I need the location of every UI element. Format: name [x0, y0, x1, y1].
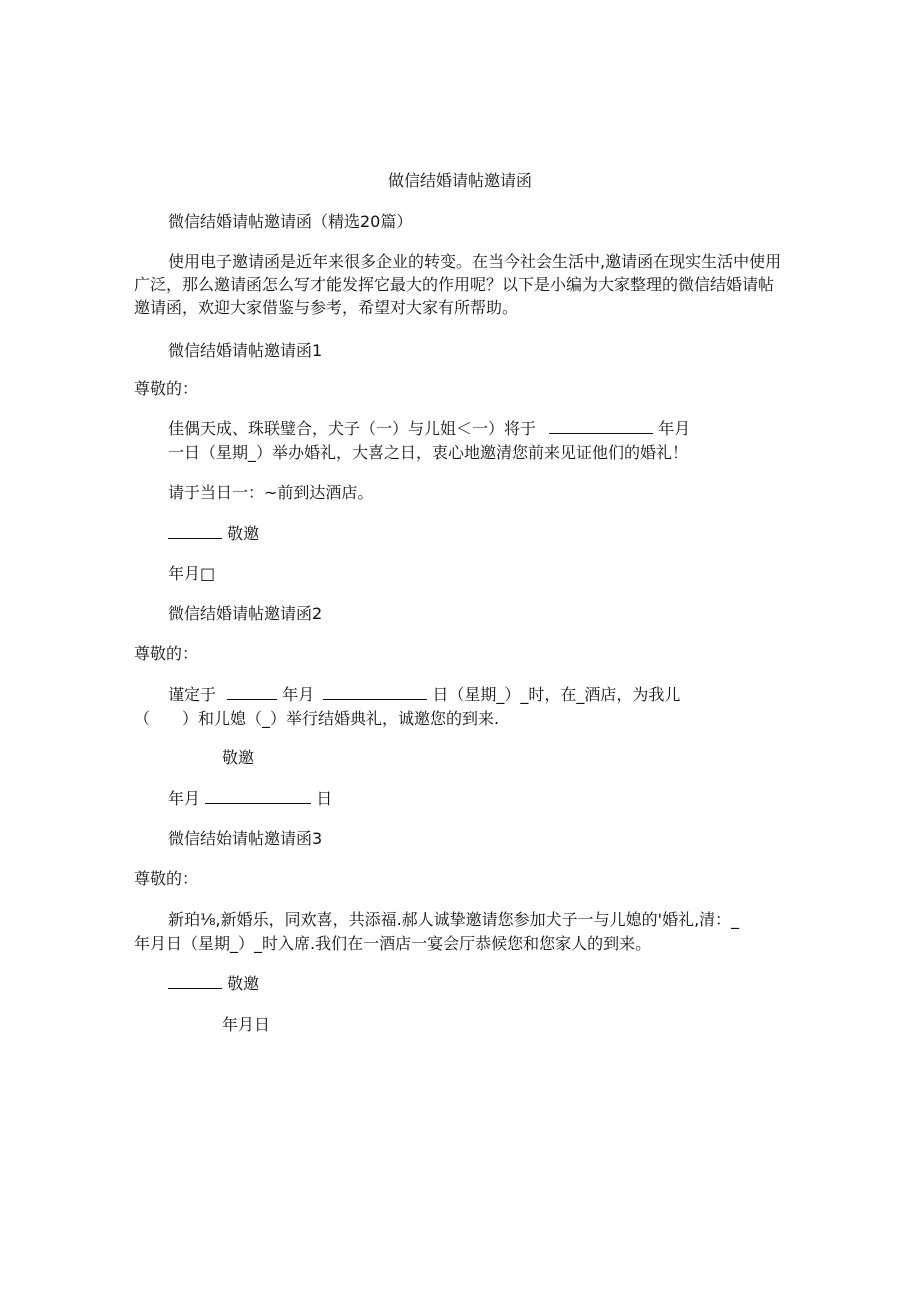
letter-2-date: [168, 788, 332, 810]
letter-1-sign-text: 敬邀: [227, 524, 260, 543]
letter-2-body-text-b: 年月: [282, 685, 315, 704]
letter-3-heading: 微信结始请帖邀请函3: [168, 829, 323, 848]
document-subtitle: 微信结婚请帖邀请函（精选20篇）: [168, 212, 413, 231]
intro-paragraph: [134, 250, 786, 319]
letter-1-salutation: 尊敬的：: [134, 379, 199, 398]
date-blank: [227, 684, 277, 700]
letter-2-body-text-c: 日（星期_）_时，在_酒店，为我儿: [432, 685, 681, 704]
letter-2-sign: 敬邀: [222, 748, 255, 767]
signature-blank: [168, 973, 222, 989]
date-blank: [205, 788, 311, 804]
letter-2-body-line-2: （ ）和儿媳（_）举行结婚典礼，诚邀您的到来.: [134, 709, 500, 728]
letter-1-time-line: 请于当日一：~前到达酒店。: [168, 483, 374, 502]
letter-2-body-line-1: [168, 684, 680, 706]
letter-1-body-line-1: [168, 418, 690, 440]
letter-2-date-text-a: 年月: [168, 789, 201, 808]
letter-1-date: 年月□: [168, 564, 216, 583]
date-blank: [323, 684, 427, 700]
letter-3-sign: [168, 973, 259, 995]
letter-2-salutation: 尊敬的：: [134, 644, 199, 663]
letter-3-body-line-2: 年月日（星期_）_时入席.我们在一酒店一宴会厅恭候您和您家人的到来。: [134, 934, 652, 953]
letter-3-body-line-1: 新珀⅛,新婚乐，同欢喜，共添福.郝人诚挚邀请您参加犬子一与儿媳的'婚礼,清：_: [168, 910, 740, 929]
letter-1-heading: 微信结婚请帖邀请函1: [168, 341, 323, 360]
letter-3-salutation: 尊敬的：: [134, 869, 199, 888]
document-title: 做信结婚请帖邀请函: [387, 171, 532, 190]
letter-2-body-text-a: 谨定于: [168, 685, 217, 704]
signature-blank: [168, 523, 222, 539]
letter-1-body-text-b: 年月: [658, 419, 691, 438]
letter-2-date-text-b: 日: [316, 789, 333, 808]
letter-1-body-line-2: 一日（星期_）举办婚礼，大喜之日，衷心地邀清您前来见证他们的婚礼！: [168, 443, 689, 462]
letter-3-date: 年月日: [222, 1015, 271, 1034]
letter-1-sign: [168, 523, 259, 545]
letter-3-sign-text: 敬邀: [227, 974, 260, 993]
intro-text: 使用电子邀请函是近年来很多企业的转变。在当今社会生活中,邀请函在现实生活中使用广泛，那么邀请函怎么写才能发挥它最大的作用呢？以下是小编为大家整理的微信结婚请帖邀请函，欢迎大家借鉴与参考，希望对大家有所帮助。: [134, 252, 782, 317]
letter-2-heading: 微信结婚请帖邀请函2: [168, 604, 323, 623]
date-blank: [549, 418, 653, 434]
letter-1-body-text-a: 佳偶天成、珠联璧合，犬子（一）与儿姐＜一）将于: [168, 419, 537, 438]
